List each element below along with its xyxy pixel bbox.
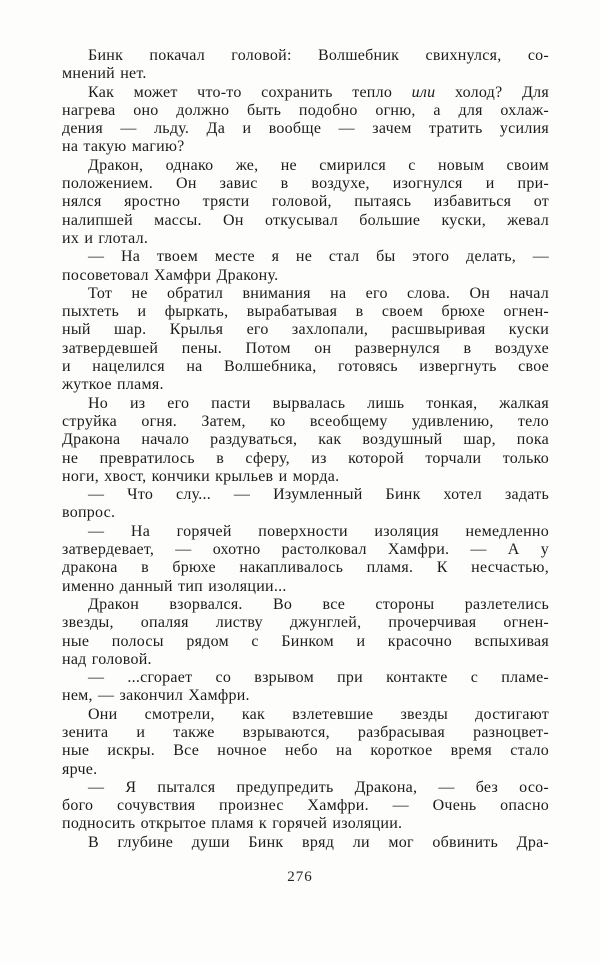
text-line — [62, 120, 549, 138]
text-segment: — На горячей поверхности изоляция немедленно — [88, 522, 549, 540]
text-line — [62, 523, 549, 541]
text-line — [62, 486, 549, 504]
text-line — [62, 450, 549, 468]
text-segment: на такую магию? — [62, 138, 185, 156]
text-line — [62, 84, 549, 102]
text-line — [62, 559, 549, 577]
text-line — [62, 742, 549, 760]
text-line — [62, 321, 549, 339]
text-line — [62, 651, 549, 669]
text-segment: налипшей массы. Он откусывал большие куски, жевал — [62, 211, 549, 229]
text-segment: Но из его пасти вырвалась лишь тонкая, жалкая — [88, 394, 549, 412]
page-number: 276 — [287, 869, 313, 885]
text-line — [62, 633, 549, 651]
text-line — [62, 340, 549, 358]
text-line — [62, 230, 549, 248]
text-segment: нагрева оно должно быть подобно огню, а для охлаж- — [62, 101, 549, 119]
text-segment: ноги, хвост, кончики крыльев и морда. — [62, 467, 340, 485]
text-line — [62, 212, 549, 230]
text-segment: и нацелился на Волшебника, готовясь извергнуть свое — [62, 358, 549, 376]
text-segment: — ...сгорает со взрывом при контакте с пламе- — [88, 669, 549, 687]
text-line — [62, 815, 549, 833]
text-line — [62, 248, 549, 266]
text-line — [62, 102, 549, 120]
text-block — [62, 47, 549, 852]
text-segment: Тот не обратил внимания на его слова. Он начал — [88, 284, 549, 302]
text-line — [62, 413, 549, 431]
text-segment: мнений нет. — [62, 65, 147, 83]
text-segment: Дракон взорвался. Во все стороны разлетелись — [88, 595, 549, 613]
text-segment: затвердевает, — охотно растолковал Хамфри. — А у — [62, 541, 549, 559]
text-line — [62, 578, 549, 596]
italic-text: или — [411, 83, 436, 101]
text-line — [62, 138, 549, 156]
text-segment: нем, — закончил Хамфри. — [62, 687, 250, 705]
text-segment: положением. Он завис в воздухе, изогнулся и при- — [62, 175, 549, 193]
text-line — [62, 358, 549, 376]
text-segment: дения — льду. Да и вообще — зачем тратить усилия — [62, 120, 549, 138]
text-line — [62, 706, 549, 724]
text-line — [62, 614, 549, 632]
text-segment: подносить открытое пламя к горячей изоляции. — [62, 815, 403, 833]
text-segment: Они смотрели, как взлетевшие звезды достигают — [88, 705, 549, 723]
text-segment: затвердевшей пены. Потом он развернулся в воздухе — [62, 339, 549, 357]
text-line — [62, 285, 549, 303]
text-line — [62, 376, 549, 394]
text-line — [62, 504, 549, 522]
text-line — [62, 468, 549, 486]
text-segment: ные искры. Все ночное небо на короткое время стало — [62, 742, 549, 760]
text-segment: жуткое пламя. — [62, 376, 164, 394]
text-segment: не превратилось в сферу, из которой торчали только — [62, 449, 549, 467]
text-line — [62, 157, 549, 175]
text-line — [62, 761, 549, 779]
text-line — [62, 596, 549, 614]
text-segment: именно данный тип изоляции... — [62, 577, 287, 595]
text-segment: их и глотал. — [62, 229, 149, 247]
text-line — [62, 834, 549, 852]
text-line — [62, 47, 549, 65]
text-line — [62, 541, 549, 559]
text-line — [62, 669, 549, 687]
text-line — [62, 267, 549, 285]
text-line — [62, 687, 549, 705]
text-line — [62, 431, 549, 449]
text-segment: ные полосы рядом с Бинком и красочно вспыхивая — [62, 632, 549, 650]
text-line — [62, 65, 549, 83]
text-segment: вопрос. — [62, 504, 116, 522]
text-line — [62, 303, 549, 321]
text-segment: холод? Для — [435, 83, 550, 101]
text-line — [62, 724, 549, 742]
text-segment: ярче. — [62, 760, 98, 778]
text-segment: струйка огня. Затем, ко всеобщему удивлению, тело — [62, 412, 549, 430]
text-segment: дракона в брюхе накапливалось пламя. К несчастью, — [62, 559, 549, 577]
text-segment: звезды, опаляя листву джунглей, прочерчивая огнен- — [62, 614, 549, 632]
text-segment: ный шар. Крылья его захлопали, расшвыривая куски — [62, 321, 549, 339]
text-segment: Как может что-то сохранить тепло — [88, 83, 412, 101]
text-segment: бого сочувствия произнес Хамфри. — Очень опасно — [62, 797, 549, 815]
text-line — [62, 193, 549, 211]
text-segment: над головой. — [62, 650, 152, 668]
text-segment: В глубине души Бинк вряд ли мог обвинить Дра- — [88, 833, 549, 851]
text-segment: Бинк покачал головой: Волшебник свихнулся, со- — [88, 47, 549, 64]
text-segment: Дракона начало раздуваться, как воздушный шар, пока — [62, 431, 549, 449]
text-line — [62, 797, 549, 815]
text-segment: Дракон, однако же, не смирился с новым своим — [88, 156, 549, 174]
text-line — [62, 175, 549, 193]
text-segment: — Я пытался предупредить Дракона, — без осо- — [88, 778, 549, 796]
text-segment: посоветовал Хамфри Дракону. — [62, 266, 279, 284]
text-segment: — На твоем месте я не стал бы этого делать, — — [88, 248, 549, 266]
text-segment: пыхтеть и фыркать, вырабатывая в своем брюхе огнен- — [62, 303, 549, 321]
text-line — [62, 395, 549, 413]
text-segment: зенита и также взрываются, разбрасывая разноцвет- — [62, 723, 549, 741]
text-line — [62, 779, 549, 797]
text-segment: нялся яростно трясти головой, пытаясь избавиться от — [62, 193, 549, 211]
text-segment: — Что слу... — Изумленный Бинк хотел задать — [88, 486, 549, 504]
